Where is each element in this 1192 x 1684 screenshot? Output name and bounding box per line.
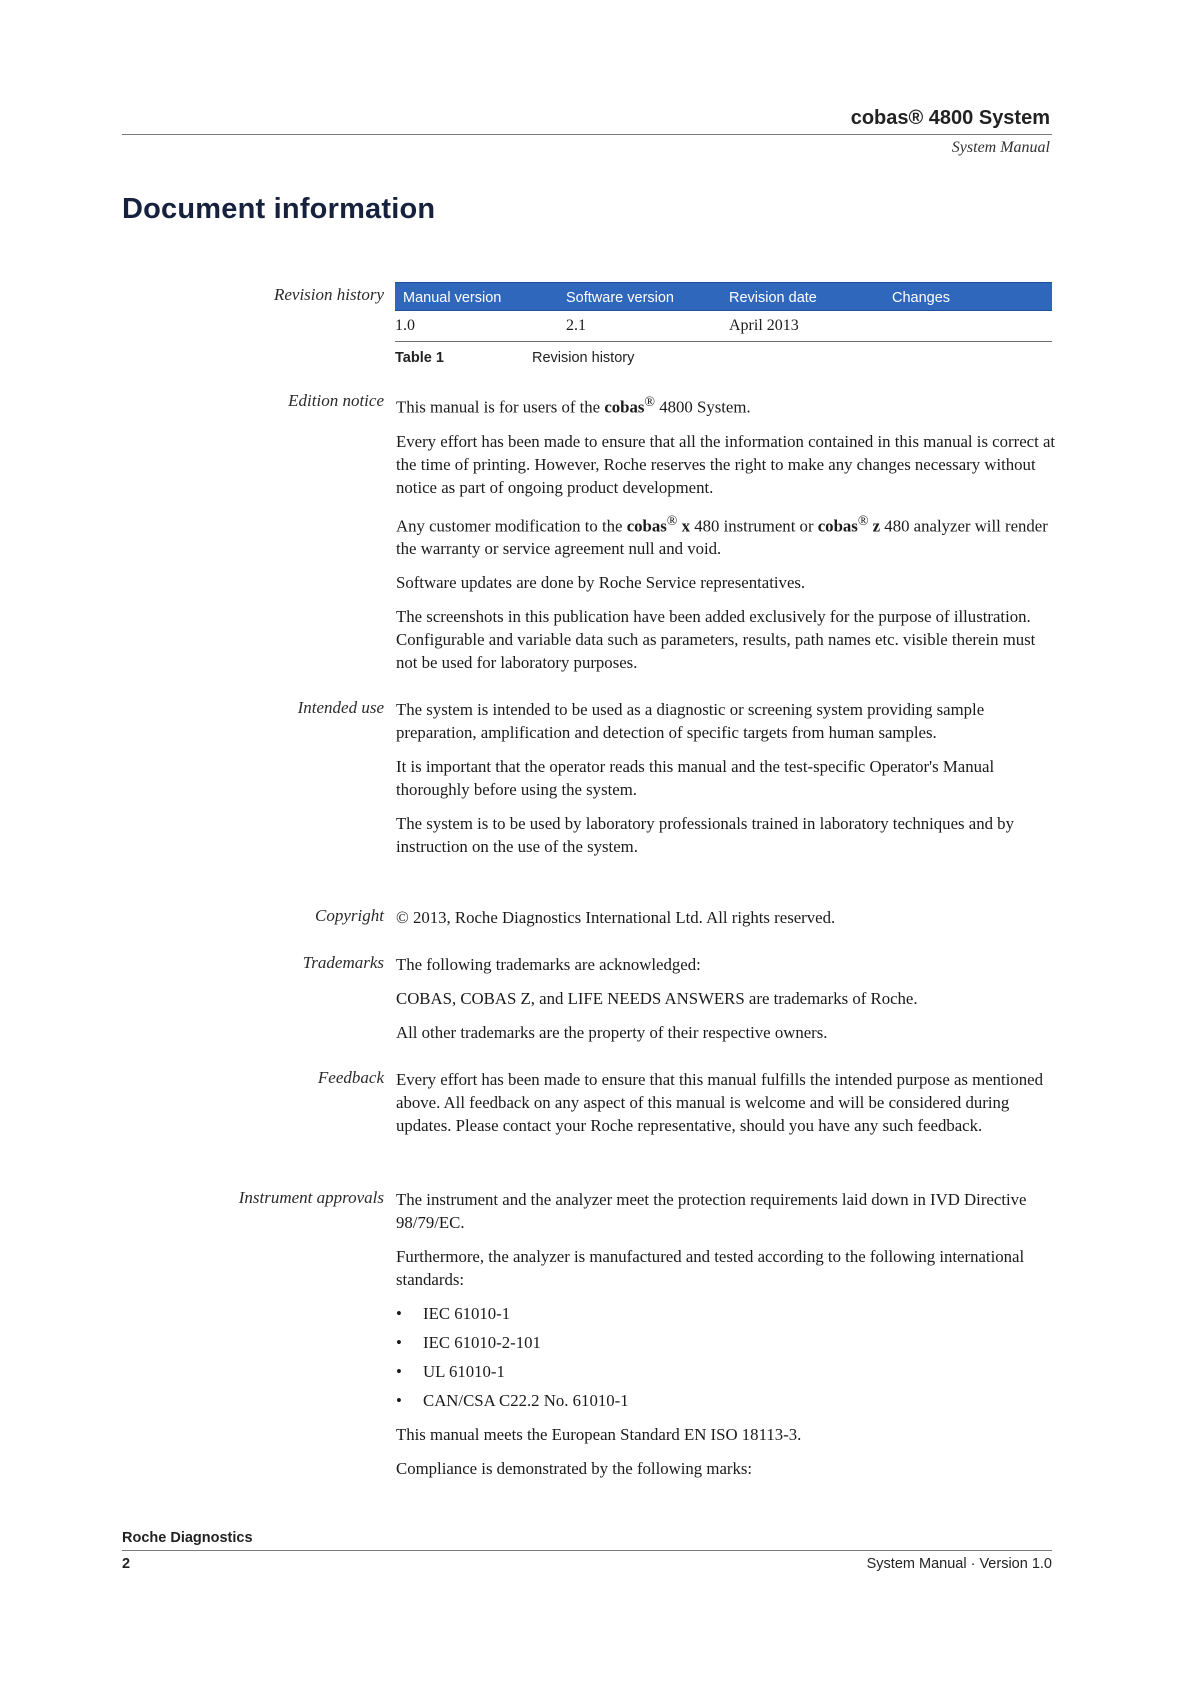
standards-list [396,1302,1056,1412]
table-caption [395,350,1052,366]
table-caption-text: Revision history [532,350,635,366]
trademarks-label: Trademarks [302,953,384,972]
table-header-row [395,283,1052,311]
column-header-revision-date: Revision date [721,283,884,311]
revision-history-table-container [395,282,1052,366]
cell-changes [884,311,1052,342]
header-subtitle: System Manual [951,139,1050,156]
edition-notice-paragraph: The screenshots in this publication have been added exclusively for the purpose of illustration. Configurable and variable data such as parameters, results, path names etc. visible therein must not be used for laboratory purposes. [396,607,1036,673]
edition-notice-section [396,391,1056,685]
column-header-changes: Changes [884,283,1052,311]
list-item: • IEC 61010-2-101 [396,1331,1056,1354]
page-title: Document information [122,193,436,225]
table-row [395,311,1052,342]
feedback-section [396,1068,1056,1148]
revision-history-table [395,282,1052,342]
column-header-software-version: Software version [558,283,721,311]
cell-revision-date: April 2013 [721,311,884,342]
list-item: • IEC 61010-1 [396,1302,1056,1325]
edition-notice-paragraph: Every effort has been made to ensure that all the information contained in this manual is correct at the time of printing. However, Roche reserves the right to make any changes necessary without notice as part of ongoing product development. [396,431,1056,497]
header-title: cobas® 4800 System [850,107,1050,129]
footer-divider [122,1550,1052,1551]
edition-notice-label: Edition notice [288,391,384,410]
approvals-paragraph: Compliance is demonstrated by the following marks: [396,1459,753,1478]
trademarks-section [396,953,1056,1055]
table-caption-label: Table 1 [395,350,444,366]
edition-notice-paragraph: This manual is for users of the cobas® 4800 System. [396,395,751,417]
copyright-text: © 2013, Roche Diagnostics International Ltd. All rights reserved. [396,908,836,927]
footer-page-number: 2 [122,1556,131,1572]
feedback-label: Feedback [317,1068,384,1087]
edition-notice-paragraph: Any customer modification to the cobas® x 480 instrument or cobas® z 480 analyzer will render the warranty or service agreement null and void. [396,513,1048,559]
instrument-approvals-label: Instrument approvals [238,1188,384,1207]
intended-use-label: Intended use [297,698,384,717]
feedback-text: Every effort has been made to ensure that this manual fulfills the intended purpose as mentioned above. All feedback on any aspect of this manual is welcome and will be considered during updates. Please contact your Roche representative, should you have any such feedback. [396,1070,1043,1135]
copyright-label: Copyright [315,906,384,925]
column-header-manual-version: Manual version [395,283,558,311]
approvals-paragraph: Furthermore, the analyzer is manufactured and tested according to the following international standards: [396,1247,1025,1289]
copyright-section [396,906,1056,940]
cell-software-version: 2.1 [558,311,721,342]
list-item: • UL 61010-1 [396,1360,1056,1383]
header-divider [122,134,1052,135]
revision-history-label: Revision history [273,285,384,304]
footer-version: System Manual · Version 1.0 [866,1556,1052,1572]
trademarks-paragraph: The following trademarks are acknowledged: [396,955,701,974]
approvals-paragraph: The instrument and the analyzer meet the protection requirements laid down in IVD Directive 98/79/EC. [396,1190,1027,1232]
list-item: • CAN/CSA C22.2 No. 61010-1 [396,1389,1056,1412]
intended-use-section [396,698,1056,869]
edition-notice-paragraph: Software updates are done by Roche Service representatives. [396,573,806,593]
intended-use-paragraph: The system is intended to be used as a diagnostic or screening system providing sample preparation, amplification and detection of specific targets from human samples. [396,700,985,742]
instrument-approvals-section [396,1188,1056,1491]
approvals-paragraph: This manual meets the European Standard EN ISO 18113-3. [396,1425,802,1444]
footer-company: Roche Diagnostics [122,1530,253,1546]
intended-use-paragraph: The system is to be used by laboratory professionals trained in laboratory techniques and by instruction on the use of the system. [396,814,1014,856]
trademarks-paragraph: COBAS, COBAS Z, and LIFE NEEDS ANSWERS are trademarks of Roche. [396,989,918,1008]
intended-use-paragraph: It is important that the operator reads this manual and the test-specific Operator's Manual thoroughly before using the system. [396,757,995,799]
cell-manual-version: 1.0 [395,311,558,342]
trademarks-paragraph: All other trademarks are the property of their respective owners. [396,1023,828,1042]
